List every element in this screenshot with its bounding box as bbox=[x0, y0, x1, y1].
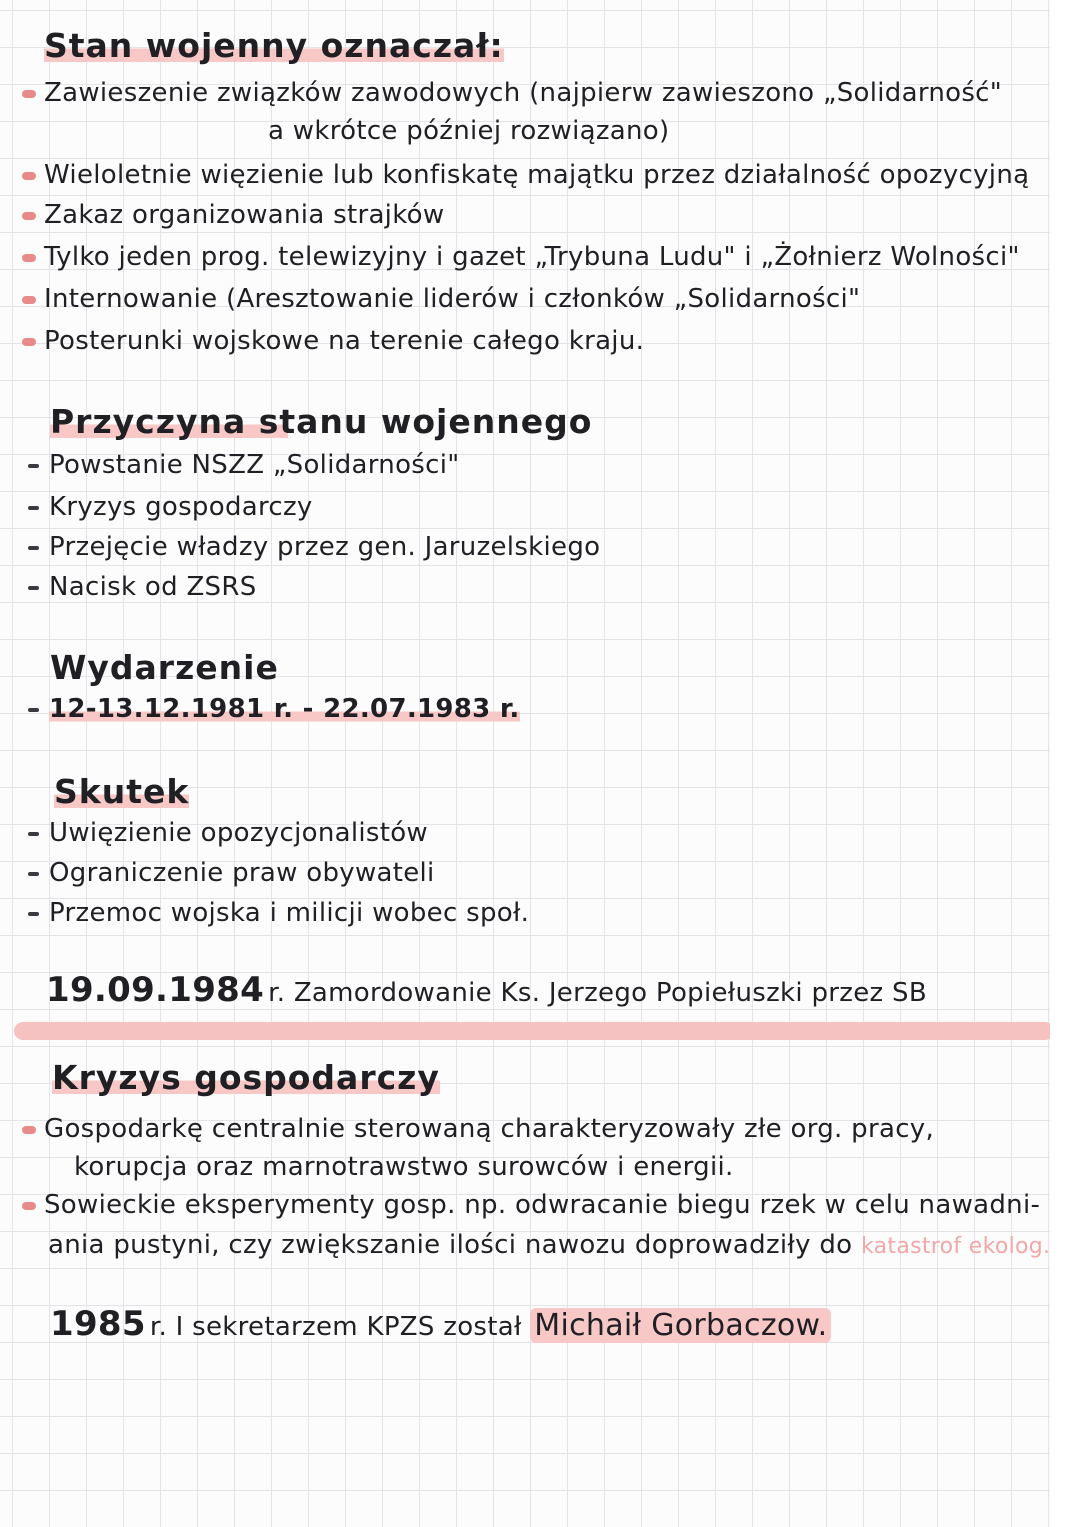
item-text: Nacisk od ZSRS bbox=[49, 572, 257, 602]
event1-date: 19.09.1984 bbox=[46, 970, 265, 1010]
item-text: Ograniczenie praw obywateli bbox=[49, 858, 435, 888]
section5-item-continuation bbox=[74, 1152, 734, 1182]
item-text: a wkrótce później rozwiązano) bbox=[268, 116, 670, 146]
section5-title bbox=[52, 1058, 440, 1097]
item-text: Internowanie (Aresztowanie liderów i członków „Solidarności" bbox=[44, 284, 861, 314]
item-text: Powstanie NSZZ „Solidarności" bbox=[49, 450, 460, 480]
section4-title-text: Skutek bbox=[54, 772, 190, 811]
item-text: Uwięzienie opozycjonalistów bbox=[49, 818, 428, 848]
section5-item-continuation bbox=[48, 1230, 1050, 1260]
event2-highlighted-name: Michaił Gorbaczow. bbox=[530, 1308, 831, 1343]
bullet-marker-icon bbox=[22, 212, 36, 220]
section-divider bbox=[14, 1022, 1054, 1040]
section5-title-text: Kryzys gospodarczy bbox=[52, 1058, 440, 1097]
section4-item bbox=[28, 858, 435, 888]
dash-bullet-icon bbox=[28, 546, 39, 550]
section2-item bbox=[28, 492, 313, 522]
event1-line bbox=[46, 970, 927, 1010]
section1-item-continuation bbox=[268, 116, 669, 146]
section3-item bbox=[28, 694, 520, 724]
section1-item bbox=[22, 326, 644, 356]
bullet-marker-icon bbox=[22, 172, 36, 180]
bullet-marker-icon bbox=[22, 254, 36, 262]
item-text: Wieloletnie więzienie lub konfiskatę majątku przez działalność opozycyjną bbox=[44, 160, 1030, 190]
dash-bullet-icon bbox=[28, 912, 39, 916]
section2-item bbox=[28, 450, 460, 480]
item-text: Kryzys gospodarczy bbox=[49, 492, 313, 522]
section1-item bbox=[22, 200, 444, 230]
section1-item bbox=[22, 160, 1029, 190]
section1-item bbox=[22, 284, 860, 314]
item-text: Zakaz organizowania strajków bbox=[44, 200, 445, 230]
item-text: Zawieszenie związków zawodowych (najpierw zawieszono „Solidarność" bbox=[44, 78, 1003, 108]
section1-item bbox=[22, 242, 1020, 272]
section1-title bbox=[44, 26, 504, 65]
dash-bullet-icon bbox=[28, 586, 39, 590]
item-text: Tylko jeden prog. telewizyjny i gazet „Trybuna Ludu" i „Żołnierz Wolności" bbox=[44, 242, 1020, 272]
dash-bullet-icon bbox=[28, 464, 39, 468]
section5-item bbox=[22, 1114, 934, 1144]
faded-text: katastrof ekolog. bbox=[860, 1234, 1051, 1259]
section4-item bbox=[28, 818, 428, 848]
section1-title-text: Stan wojenny oznaczał: bbox=[44, 26, 504, 65]
dash-bullet-icon bbox=[28, 506, 39, 510]
section1-item bbox=[22, 78, 1002, 108]
item-text: Gospodarkę centralnie sterowaną charakteryzowały złe org. pracy, bbox=[44, 1114, 935, 1144]
item-text: Posterunki wojskowe na terenie całego kraju. bbox=[44, 326, 645, 356]
event1-text: r. Zamordowanie Ks. Jerzego Popiełuszki przez SB bbox=[268, 978, 927, 1008]
item-text: Przejęcie władzy przez gen. Jaruzelskiego bbox=[49, 532, 601, 562]
section4-title bbox=[54, 772, 189, 811]
section2-item bbox=[28, 532, 600, 562]
item-text: Przemoc wojska i milicji wobec społ. bbox=[49, 898, 530, 928]
bullet-marker-icon bbox=[22, 296, 36, 304]
bullet-marker-icon bbox=[22, 1202, 36, 1210]
item-text: ania pustyni, czy zwiększanie ilości nawozu doprowadziły do bbox=[48, 1230, 853, 1260]
dash-bullet-icon bbox=[28, 832, 39, 836]
bullet-marker-icon bbox=[22, 338, 36, 346]
section5-item bbox=[22, 1190, 1040, 1220]
item-text: korupcja oraz marnotrawstwo surowców i energii. bbox=[74, 1152, 734, 1182]
event2-line bbox=[50, 1304, 831, 1344]
item-text: 12-13.12.1981 r. - 22.07.1983 r. bbox=[49, 694, 520, 724]
item-text: Sowieckie eksperymenty gosp. np. odwracanie biegu rzek w celu nawadni- bbox=[44, 1190, 1041, 1220]
section3-title bbox=[50, 648, 279, 687]
event2-date: 1985 bbox=[50, 1304, 146, 1344]
bullet-marker-icon bbox=[22, 90, 36, 98]
dash-bullet-icon bbox=[28, 708, 39, 712]
section3-title-text: Wydarzenie bbox=[50, 648, 279, 687]
section2-item bbox=[28, 572, 257, 602]
event2-text: r. I sekretarzem KPZS został bbox=[149, 1312, 522, 1342]
section2-title-text: Przyczyna stanu wojennego bbox=[50, 402, 593, 441]
dash-bullet-icon bbox=[28, 872, 39, 876]
section2-title bbox=[50, 402, 592, 441]
bullet-marker-icon bbox=[22, 1126, 36, 1134]
section4-item bbox=[28, 898, 529, 928]
